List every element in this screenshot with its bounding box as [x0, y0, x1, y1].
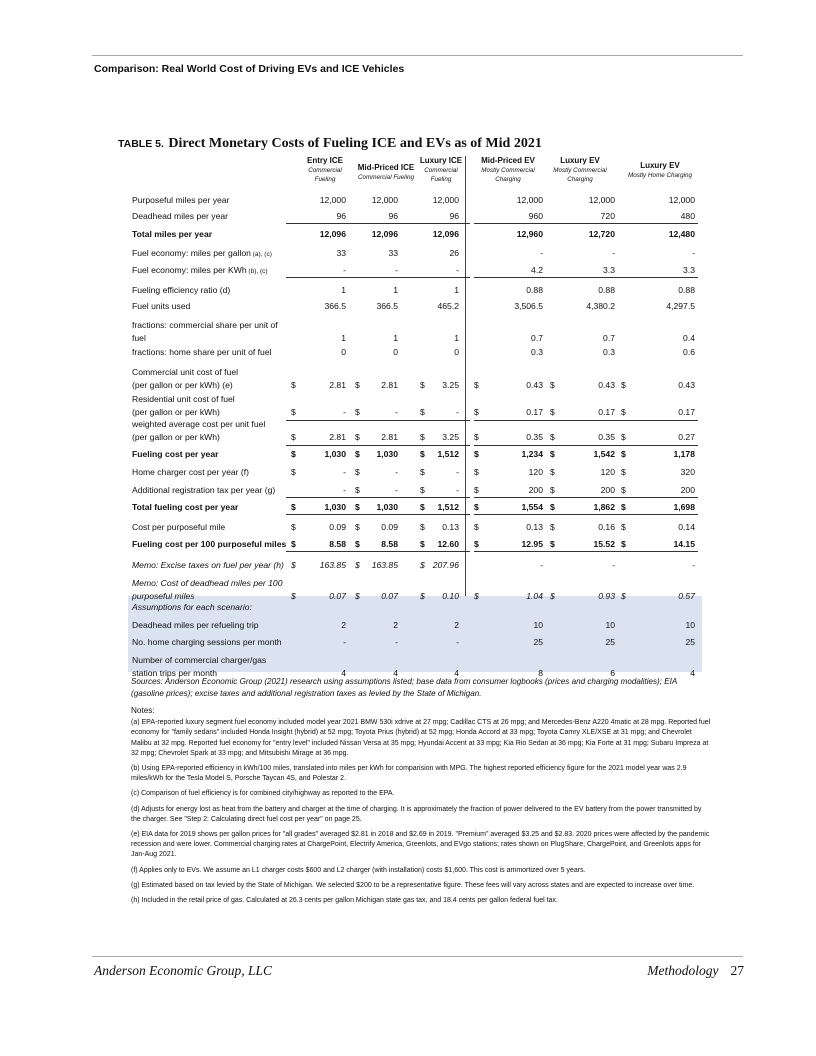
cell-value: 1,698	[673, 502, 695, 512]
cell-value: 200	[600, 485, 615, 495]
footer-section: Methodology	[647, 963, 719, 978]
table-row	[128, 228, 702, 242]
note-item: (g) Estimated based on tax levied by the State of Michigan. We selected $200 to be a representative figure. These fees will vary across states and are expected to increase over time.	[131, 881, 695, 889]
table-label: TABLE 5.	[118, 138, 164, 150]
cell-value: 0.09	[329, 522, 346, 532]
cell-value: 0.07	[381, 591, 398, 601]
cell-value: 366.5	[376, 301, 398, 311]
cell-value: 0.43	[678, 380, 695, 390]
cell-value: 12,000	[668, 195, 695, 205]
cell-value: 2.81	[381, 432, 398, 442]
cell-value: -	[343, 637, 346, 647]
cell-value: 25	[605, 637, 615, 647]
currency-symbol: $	[621, 502, 626, 512]
currency-symbol: $	[291, 407, 296, 417]
cell-value: 1,554	[521, 502, 543, 512]
col-header-entry-ice: Entry ICE Commercial Fueling	[306, 156, 343, 183]
table-row	[128, 601, 702, 615]
cell-value: 1,178	[673, 449, 695, 459]
currency-symbol: $	[355, 522, 360, 532]
cell-value: 1,030	[324, 449, 346, 459]
currency-symbol: $	[420, 449, 425, 459]
cell-value: 0.16	[598, 522, 615, 532]
cell-value: 120	[528, 467, 543, 477]
currency-symbol: $	[621, 380, 626, 390]
cell-value: -	[343, 467, 346, 477]
cell-value: -	[343, 485, 346, 495]
cell-value: 10	[685, 620, 695, 630]
cell-value: 0.35	[598, 432, 615, 442]
cell-value: 12,096	[319, 229, 346, 239]
table-row	[128, 284, 702, 298]
cell-value: 720	[600, 211, 615, 221]
table-sources: Sources: Anderson Economic Group (2021) research using assumptions listed; base data from consumer logbooks (prices and charging modalities); EIA (gasoline prices); excise taxes and additional registration taxes as levied by the State of Michigan.	[131, 677, 677, 698]
cell-value: 0.7	[531, 333, 543, 343]
cell-value: 4	[454, 668, 459, 678]
cell-value: -	[692, 560, 695, 570]
currency-symbol: $	[291, 560, 296, 570]
cell-value: 1	[454, 333, 459, 343]
table-row	[128, 418, 702, 446]
cell-value: -	[456, 485, 459, 495]
row-label: Memo: Excise taxes on fuel per year (h)	[132, 560, 284, 570]
running-head: Comparison: Real World Cost of Driving EVs and ICE Vehicles	[94, 63, 405, 75]
currency-symbol: $	[355, 539, 360, 549]
currency-symbol: $	[355, 380, 360, 390]
cell-value: 1	[341, 333, 346, 343]
cell-value: 12,720	[588, 229, 615, 239]
row-label: Deadhead miles per year	[132, 211, 229, 221]
currency-symbol: $	[355, 485, 360, 495]
cell-value: 0.57	[678, 591, 695, 601]
currency-symbol: $	[550, 591, 555, 601]
cell-value: 8.58	[329, 539, 346, 549]
cell-value: 0.3	[603, 347, 615, 357]
cell-value: 1	[393, 285, 398, 295]
row-label: Fueling cost per 100 purposeful miles	[132, 539, 287, 549]
currency-symbol: $	[621, 522, 626, 532]
cell-value: 960	[528, 211, 543, 221]
cell-value: 4.2	[531, 265, 543, 275]
note-item: (h) Included in the retail price of gas. Calculated at 26.3 cents per gallon Michigan state gas tax, and 18.4 cents per gallon federal fuel tax.	[131, 897, 558, 905]
currency-symbol: $	[621, 467, 626, 477]
currency-symbol: $	[355, 467, 360, 477]
cell-value: 2.81	[329, 432, 346, 442]
row-label: weighted average cost per unit fuel (per gallon or per kWh)	[132, 419, 266, 442]
cell-value: 200	[680, 485, 695, 495]
cell-underline	[286, 551, 470, 552]
footer-page-info	[647, 963, 744, 979]
currency-symbol: $	[291, 502, 296, 512]
currency-symbol: $	[474, 485, 479, 495]
cell-value: 2.81	[329, 380, 346, 390]
currency-symbol: $	[621, 485, 626, 495]
cell-value: 4,297.5	[666, 301, 695, 311]
row-label: Fueling cost per year	[132, 449, 219, 459]
footer-rule	[92, 956, 743, 957]
cell-underline	[286, 223, 470, 224]
cell-value: 3,506.5	[514, 301, 543, 311]
cell-value: -	[395, 265, 398, 275]
col-header-mid-priced-ice: Mid-Priced ICE Commercial Fueling	[357, 163, 415, 181]
currency-symbol: $	[355, 449, 360, 459]
currency-symbol: $	[420, 407, 425, 417]
cell-value: -	[612, 560, 615, 570]
cell-value: -	[395, 637, 398, 647]
cell-value: 10	[533, 620, 543, 630]
cell-value: 96	[336, 211, 346, 221]
table-row	[128, 393, 702, 421]
row-label: Purposeful miles per year	[132, 195, 230, 205]
currency-symbol: $	[355, 432, 360, 442]
row-label: Fuel units used	[132, 301, 191, 311]
cell-value: 12.95	[521, 539, 543, 549]
cell-value: 0.13	[442, 522, 459, 532]
cell-value: -	[456, 407, 459, 417]
cell-value: 33	[388, 248, 398, 258]
table-title	[118, 134, 542, 152]
notes-heading: Notes:	[131, 706, 155, 715]
row-label: Total fueling cost per year	[132, 502, 239, 512]
cell-value: 0.6	[683, 347, 695, 357]
cell-underline	[474, 514, 698, 515]
currency-symbol: $	[474, 449, 479, 459]
currency-symbol: $	[291, 467, 296, 477]
table-row	[128, 346, 702, 360]
table-row	[128, 538, 702, 552]
note-item: (a) EPA-reported luxury segment fuel economy included model year 2021 BMW 530i xdrive at 27 mpg; Cadillac CTS at 26 mpg; and Mercedes-Benz A220 4matic at 28 mpg. Reported fuel economy for "family sedans" included Honda Insight (hybrid) at 52 mpg; Toyota Prius (hybrid) at 52 mpg; Honda Accord at 33 mpg; Toyota Camry XLE/XSE at 31 mpg; and Chevrolet Malibu at 32 mpg. Reported fuel economy for "entry level" included Nissan Versa at 35 mpg; Hyundai Accent at 33 mpg; Kia Rio Sedan at 36 mpg; Kia Forte at 31 mpg; Subaru Impreza at 32 mpg; Chevrolet Spark at 33 mpg; and Mitsubishi Mirage at 36 mpg.	[131, 719, 711, 757]
row-label: Home charger cost per year (f)	[132, 467, 250, 477]
row-label: Deadhead miles per refueling trip	[132, 620, 259, 630]
cell-value: 1,542	[593, 449, 615, 459]
currency-symbol: $	[291, 380, 296, 390]
currency-symbol: $	[474, 502, 479, 512]
currency-symbol: $	[474, 432, 479, 442]
table-row	[128, 264, 702, 278]
cell-underline	[286, 514, 470, 515]
cell-value: -	[343, 407, 346, 417]
cell-value: 6	[610, 668, 615, 678]
currency-symbol: $	[550, 380, 555, 390]
currency-symbol: $	[550, 449, 555, 459]
note-item: (d) Adjusts for energy lost as heat from the battery and charger at the time of charging. It is approximately the fraction of power delivered to the EV battery from the power transmitted by the charger. See "Step 2: Calculating direct fuel cost per year" on page 25.	[131, 805, 702, 823]
table-row	[128, 636, 702, 650]
table-row	[128, 501, 702, 515]
table-row	[128, 210, 702, 224]
cell-value: 25	[533, 637, 543, 647]
cell-value: 33	[336, 248, 346, 258]
cell-value: 1,862	[593, 502, 615, 512]
cell-value: 3.3	[603, 265, 615, 275]
cell-value: 1	[393, 333, 398, 343]
row-label: Memo: Cost of deadhead miles per 100 purposeful miles	[132, 578, 283, 601]
cell-value: -	[456, 265, 459, 275]
cell-value: 12,960	[516, 229, 543, 239]
col-header-luxury-ice: Luxury ICE Commercial Fueling	[419, 156, 463, 183]
currency-symbol: $	[420, 502, 425, 512]
row-label: Total miles per year	[132, 229, 213, 239]
cell-value: 0.17	[598, 407, 615, 417]
cell-value: 0.17	[526, 407, 543, 417]
cell-value: 207.96	[432, 560, 459, 570]
cell-value: 320	[680, 467, 695, 477]
currency-symbol: $	[420, 467, 425, 477]
cell-value: 0.35	[526, 432, 543, 442]
cell-value: 1	[341, 285, 346, 295]
currency-symbol: $	[550, 407, 555, 417]
cell-value: 480	[680, 211, 695, 221]
cell-value: 4	[393, 668, 398, 678]
cell-underline	[286, 445, 470, 446]
footer-org: Anderson Economic Group, LLC	[94, 963, 272, 978]
currency-symbol: $	[621, 407, 626, 417]
note-item: (c) Comparison of fuel efficiency is for combined city/highway as reported to the EPA.	[131, 790, 395, 798]
note-item: (b) Using EPA-reported efficiency in kWh/100 miles, translated into miles per kWh for comparision with MPG. The highest reported efficiency figure for the 2021 model year was 2.9 miles/kWh for the Tesla Model S, Porsche Taycan 4S, and Polestar 2.	[131, 765, 687, 783]
col-header-luxury-ev-commercial: Luxury EV Mostly Commercial Charging	[553, 156, 607, 183]
row-label: Cost per purposeful mile	[132, 522, 226, 532]
cell-value: -	[612, 248, 615, 258]
cell-underline	[474, 277, 698, 278]
table-row	[128, 521, 702, 535]
row-label: Commercial unit cost of fuel (per gallon or per kWh) (e)	[132, 367, 239, 390]
cell-value: -	[540, 248, 543, 258]
currency-symbol: $	[474, 539, 479, 549]
cell-value: -	[456, 637, 459, 647]
currency-symbol: $	[550, 485, 555, 495]
row-label: Fuel economy: miles per gallon (a), (c)	[132, 248, 272, 258]
cell-value: -	[456, 467, 459, 477]
cell-value: 12.60	[437, 539, 459, 549]
top-rule	[92, 55, 743, 56]
currency-symbol: $	[550, 502, 555, 512]
cell-value: -	[692, 248, 695, 258]
table-row	[128, 366, 702, 394]
table-row	[128, 300, 702, 314]
col-header-luxury-ev-home: Luxury EV Mostly Home Charging	[627, 161, 693, 179]
cell-value: 96	[388, 211, 398, 221]
cell-value: 12,000	[371, 195, 398, 205]
table-row	[128, 319, 702, 347]
cell-value: 465.2	[437, 301, 459, 311]
cell-value: 3.25	[442, 380, 459, 390]
cell-value: 2	[341, 620, 346, 630]
row-label: Number of commercial charger/gas station trips per month	[132, 655, 267, 678]
cell-underline	[474, 497, 698, 498]
row-label: Additional registration tax per year (g)	[132, 485, 276, 495]
currency-symbol: $	[474, 591, 479, 601]
currency-symbol: $	[550, 467, 555, 477]
cell-value: 0	[393, 347, 398, 357]
cell-value: 0.88	[678, 285, 695, 295]
cell-underline	[286, 277, 470, 278]
table-row	[128, 448, 702, 462]
col-header-mid-priced-ev: Mid-Priced EV Mostly Commercial Charging	[481, 156, 535, 183]
currency-symbol: $	[291, 539, 296, 549]
cell-value: 1.04	[526, 591, 543, 601]
cell-value: 3.25	[442, 432, 459, 442]
cell-value: 0.09	[381, 522, 398, 532]
cell-value: 0.3	[531, 347, 543, 357]
currency-symbol: $	[420, 432, 425, 442]
cell-value: 12,480	[668, 229, 695, 239]
table-header	[128, 156, 702, 188]
cell-value: 0.17	[678, 407, 695, 417]
currency-symbol: $	[355, 502, 360, 512]
cell-value: -	[395, 407, 398, 417]
cell-value: 4	[341, 668, 346, 678]
cell-value: 0.27	[678, 432, 695, 442]
cell-value: 26	[449, 248, 459, 258]
cell-value: -	[395, 485, 398, 495]
currency-symbol: $	[474, 522, 479, 532]
currency-symbol: $	[355, 591, 360, 601]
row-label: Residential unit cost of fuel (per gallon or per kWh)	[132, 394, 235, 417]
cell-value: 8	[538, 668, 543, 678]
currency-symbol: $	[621, 591, 626, 601]
table-title-text: Direct Monetary Costs of Fueling ICE and EVs as of Mid 2021	[168, 136, 542, 151]
note-item: (e) EIA data for 2019 shows per gallon prices for "all grades" averaged $2.81 in 2018 and $2.69 in 2019. "Premium" averaged $3.25 and $2.83. 2020 prices were affected by the pandemic recession and were lower. Commercial charging rates at ChargePoint, Electrify America, Greenlots, and EVgo stations; rates shown on PlugShare, ChargePoint, and Greenlots apps for Jan-Aug 2021.	[131, 831, 710, 859]
currency-symbol: $	[420, 560, 425, 570]
cell-value: 0	[454, 347, 459, 357]
currency-symbol: $	[621, 432, 626, 442]
cell-value: 0.88	[526, 285, 543, 295]
currency-symbol: $	[420, 522, 425, 532]
cell-value: 1,512	[437, 449, 459, 459]
cell-value: 0.10	[442, 591, 459, 601]
cell-value: 1,030	[324, 502, 346, 512]
table-row	[128, 619, 702, 633]
cell-value: 14.15	[673, 539, 695, 549]
cell-value: 0.07	[329, 591, 346, 601]
notes	[131, 706, 711, 911]
cell-value: 1,030	[376, 502, 398, 512]
currency-symbol: $	[550, 522, 555, 532]
note-item: (f) Applies only to EVs. We assume an L1 charger costs $600 and L2 charger (with installation) costs $1,600. This cost is ammortized over 5 years.	[131, 866, 586, 874]
cell-value: 12,000	[588, 195, 615, 205]
cell-value: 15.52	[593, 539, 615, 549]
cell-value: 2	[454, 620, 459, 630]
table-row	[128, 466, 702, 480]
cell-value: 12,000	[516, 195, 543, 205]
cell-value: 0.43	[526, 380, 543, 390]
cell-underline	[474, 551, 698, 552]
cell-value: 4,380.2	[586, 301, 615, 311]
cell-value: 2	[393, 620, 398, 630]
cell-value: 12,000	[432, 195, 459, 205]
cell-value: -	[395, 467, 398, 477]
cell-value: 8.58	[381, 539, 398, 549]
cell-value: 0.7	[603, 333, 615, 343]
row-label: Assumptions for each scenario:	[132, 602, 252, 612]
cell-underline	[474, 445, 698, 446]
currency-symbol: $	[420, 591, 425, 601]
currency-symbol: $	[550, 432, 555, 442]
cell-value: 1,030	[376, 449, 398, 459]
cell-value: 0.4	[683, 333, 695, 343]
cell-value: 1	[454, 285, 459, 295]
cell-value: 366.5	[324, 301, 346, 311]
row-label: Fueling efficiency ratio (d)	[132, 285, 231, 295]
currency-symbol: $	[291, 591, 296, 601]
table-row	[128, 559, 702, 573]
currency-symbol: $	[291, 449, 296, 459]
cell-value: 0.13	[526, 522, 543, 532]
page-number: 27	[730, 963, 744, 978]
cell-value: 163.85	[319, 560, 346, 570]
table-row	[128, 194, 702, 208]
currency-symbol: $	[355, 560, 360, 570]
currency-symbol: $	[621, 539, 626, 549]
currency-symbol: $	[474, 407, 479, 417]
currency-symbol: $	[420, 539, 425, 549]
currency-symbol: $	[621, 449, 626, 459]
cell-value: 0.93	[598, 591, 615, 601]
cell-value: -	[343, 265, 346, 275]
cell-value: 12,000	[319, 195, 346, 205]
cell-value: 120	[600, 467, 615, 477]
currency-symbol: $	[355, 407, 360, 417]
fueling-cost-table	[128, 156, 702, 678]
cell-value: 200	[528, 485, 543, 495]
cell-value: 1,512	[437, 502, 459, 512]
cell-value: 1,234	[521, 449, 543, 459]
cell-value: 0	[341, 347, 346, 357]
cell-value: 0.43	[598, 380, 615, 390]
currency-symbol: $	[291, 432, 296, 442]
cell-value: 0.14	[678, 522, 695, 532]
cell-value: 2.81	[381, 380, 398, 390]
cell-value: 4	[690, 668, 695, 678]
cell-value: 12,096	[432, 229, 459, 239]
row-label: Fuel economy: miles per KWh (b), (c)	[132, 265, 268, 275]
cell-value: 25	[685, 637, 695, 647]
cell-underline	[286, 497, 470, 498]
cell-value: 10	[605, 620, 615, 630]
cell-value: 96	[449, 211, 459, 221]
table-row	[128, 247, 702, 261]
currency-symbol: $	[550, 539, 555, 549]
currency-symbol: $	[474, 380, 479, 390]
currency-symbol: $	[291, 522, 296, 532]
row-label: No. home charging sessions per month	[132, 637, 282, 647]
cell-value: 3.3	[683, 265, 695, 275]
row-label: fractions: home share per unit of fuel	[132, 347, 272, 357]
table-row	[128, 484, 702, 498]
cell-underline	[474, 223, 698, 224]
currency-symbol: $	[474, 467, 479, 477]
currency-symbol: $	[420, 485, 425, 495]
cell-value: 0.88	[598, 285, 615, 295]
cell-value: -	[540, 560, 543, 570]
cell-value: 12,096	[371, 229, 398, 239]
currency-symbol: $	[420, 380, 425, 390]
row-label: fractions: commercial share per unit of fuel	[132, 320, 278, 343]
cell-value: 163.85	[371, 560, 398, 570]
